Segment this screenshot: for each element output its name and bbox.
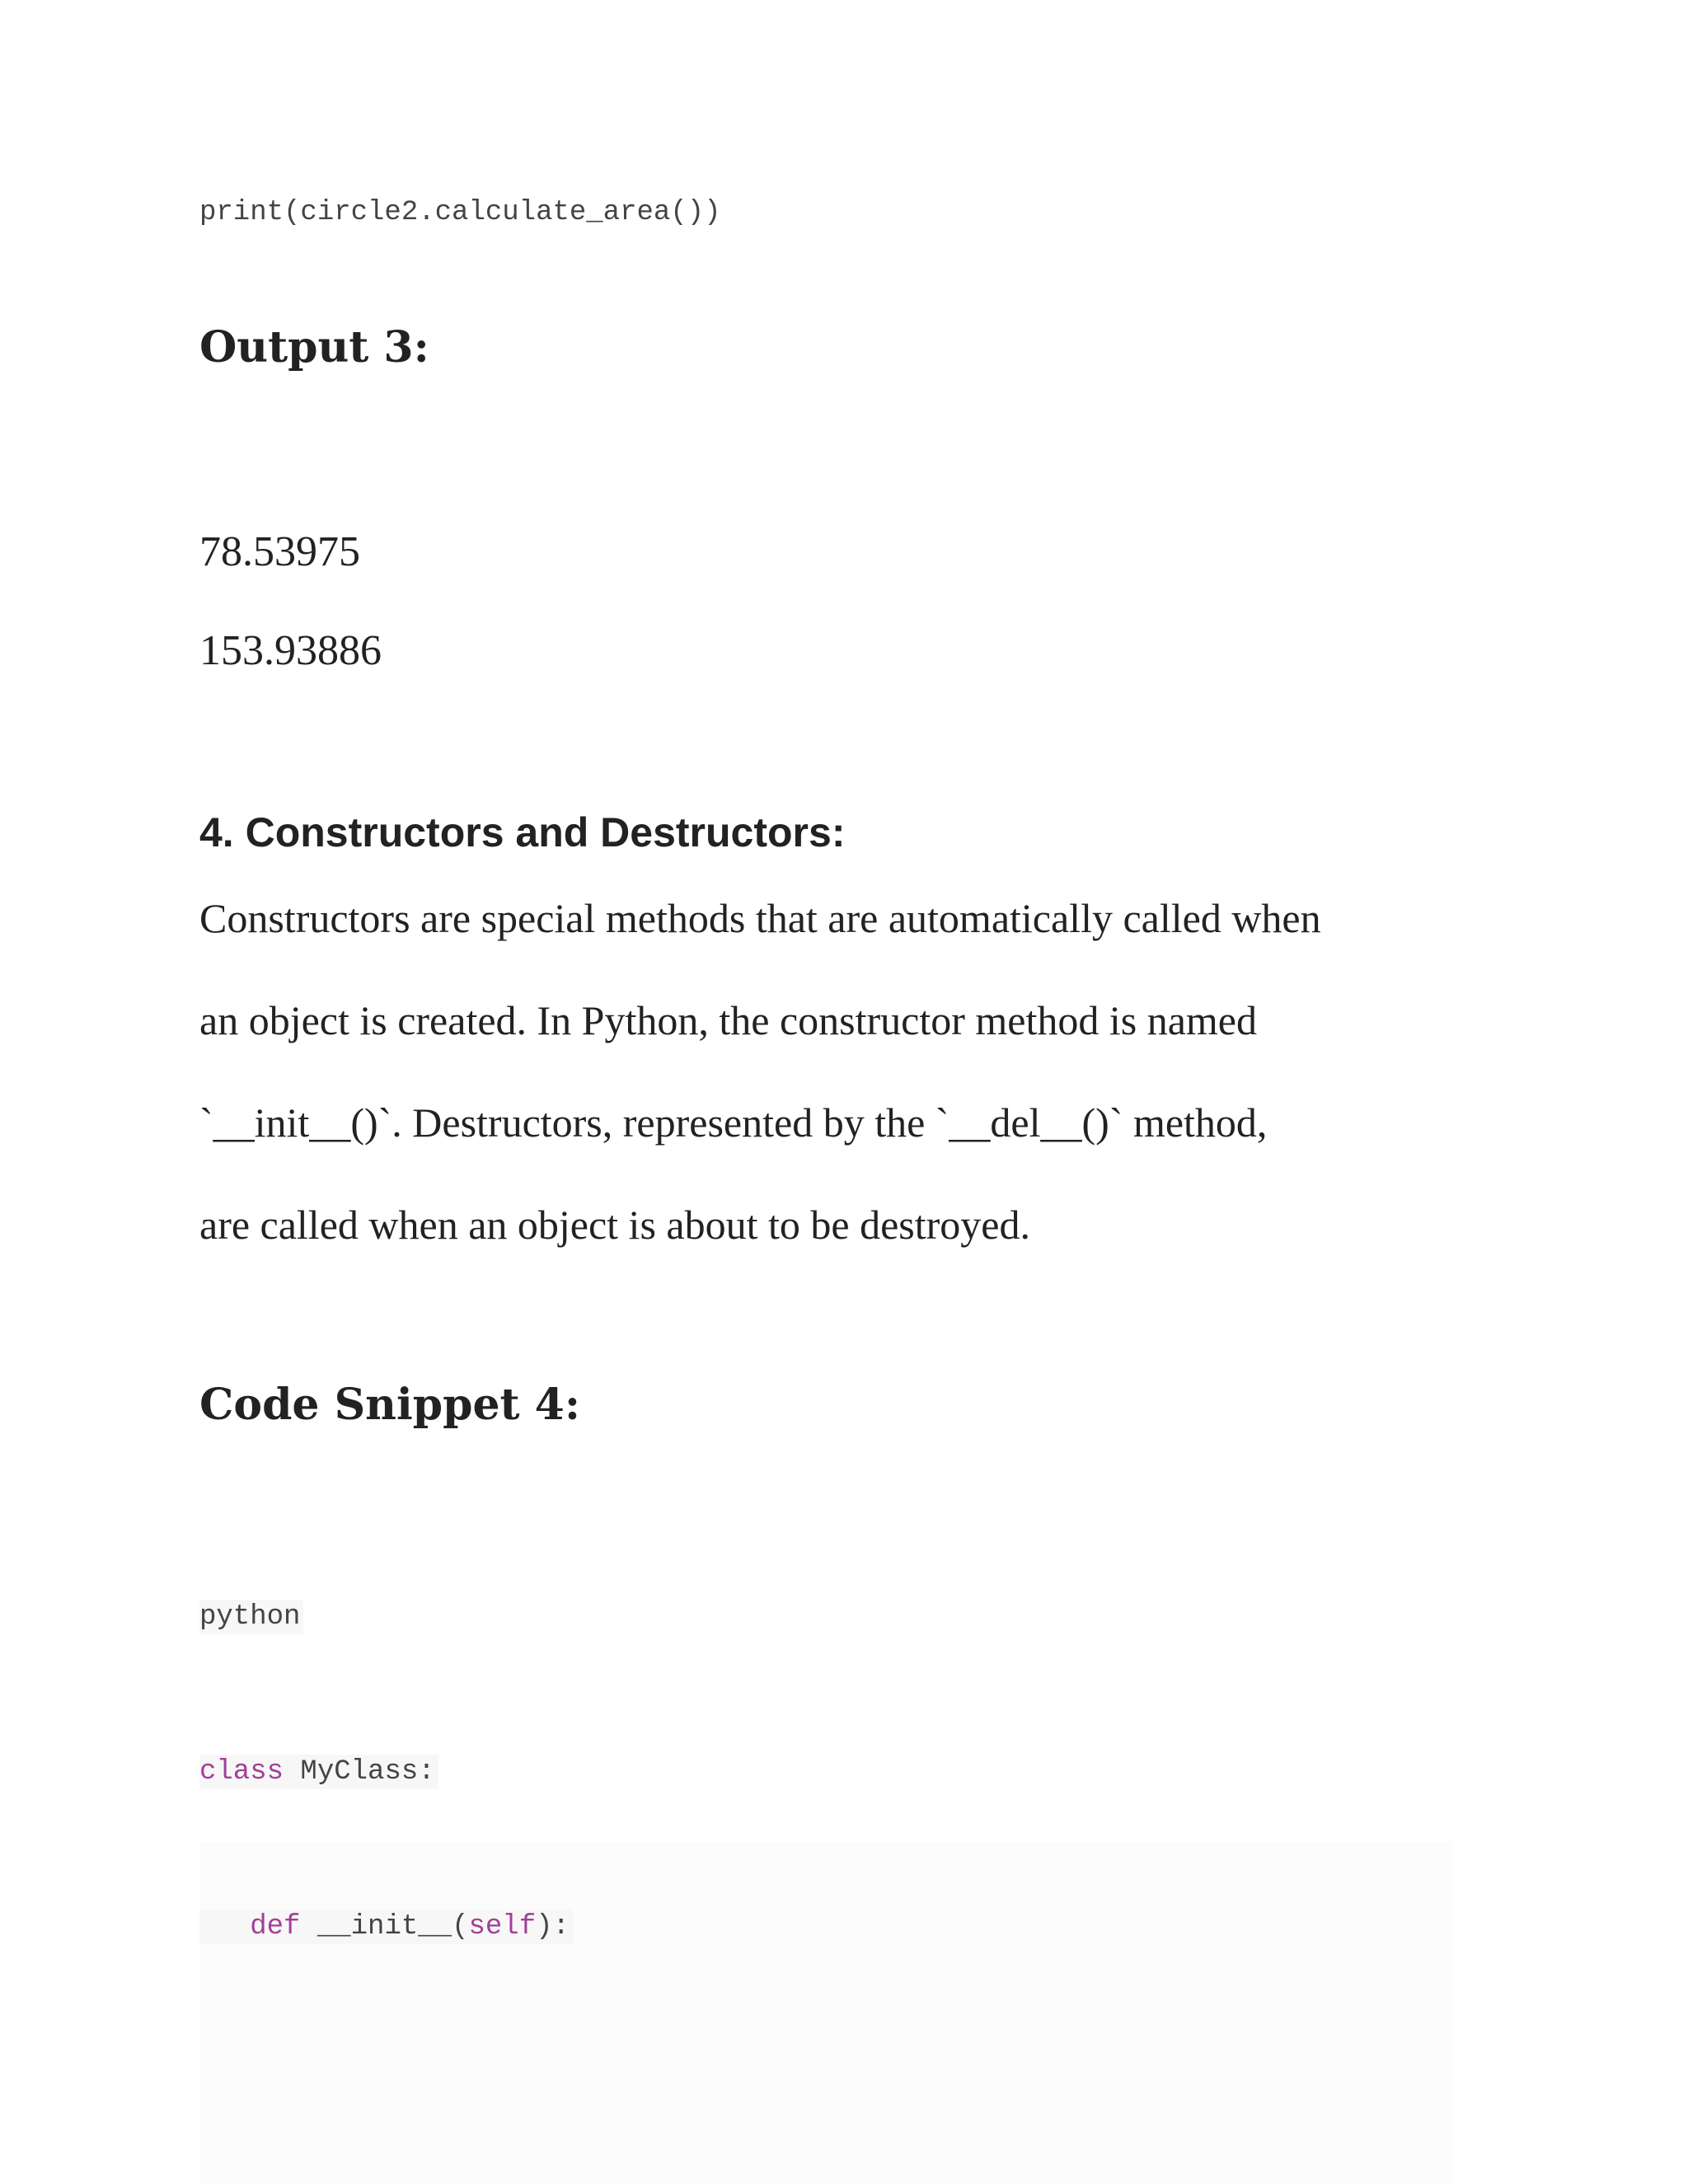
- code-line: [199, 1755, 438, 1789]
- output-heading: Output 3:: [199, 322, 429, 373]
- paragraph-line: `__init__()`. Destructors, represented by the `__del__()` method,: [199, 1099, 1268, 1146]
- code-text: MyClass:: [284, 1756, 435, 1788]
- code-block-background: [199, 1842, 1452, 2184]
- section-heading: 4. Constructors and Destructors:: [199, 809, 846, 855]
- code-text: __init__(: [300, 1911, 469, 1943]
- output-value-1: 78.53975: [199, 528, 360, 575]
- code-indent: [199, 1911, 250, 1943]
- paragraph-line: are called when an object is about to be destroyed.: [199, 1202, 1030, 1248]
- code-language-label: [199, 1601, 303, 1633]
- code-text: print(circle2.calculate_area()): [199, 197, 721, 228]
- paragraph: [199, 867, 1321, 1276]
- output-value-2: 153.93886: [199, 627, 382, 674]
- code-line-print: [199, 196, 721, 229]
- keyword: def: [250, 1911, 301, 1943]
- code-line-def: [199, 1910, 573, 1943]
- param: self: [468, 1911, 537, 1943]
- code-line-class: [199, 1755, 438, 1788]
- code-language: python: [199, 1600, 303, 1634]
- paragraph-line: Constructors are special methods that are automatically called when: [199, 895, 1321, 941]
- keyword: class: [199, 1756, 284, 1788]
- code-line: [199, 1910, 573, 1944]
- paragraph-line: an object is created. In Python, the constructor method is named: [199, 997, 1257, 1043]
- code-text: ):: [536, 1911, 570, 1943]
- snippet-heading: Code Snippet 4:: [199, 1380, 581, 1430]
